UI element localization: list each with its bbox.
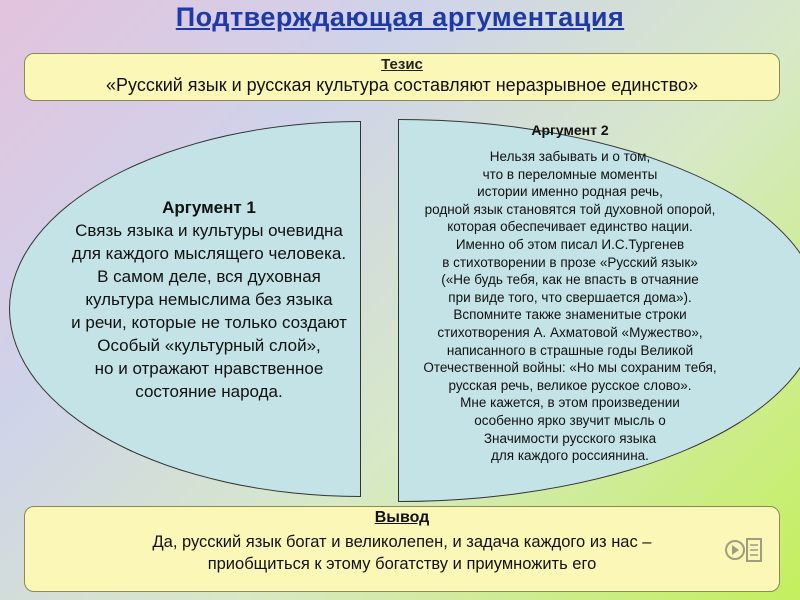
argument1-line: культура немыслима без языка (85, 290, 333, 309)
argument2-line: истории именно родная речь, (477, 184, 663, 200)
thesis-box (24, 53, 780, 101)
thesis-text: «Русский язык и русская культура составляют неразрывное единство» (106, 75, 698, 95)
argument2-line: Мне кажется, в этом произведении (460, 395, 680, 411)
argument2-line: стихотворения А. Ахматовой «Мужество», (437, 324, 703, 340)
conclusion-text (25, 531, 779, 575)
argument2-line: Именно об этом писал И.С.Тургенев (455, 236, 685, 252)
argument1-line: для каждого мыслящего человека. (71, 244, 347, 263)
argument2-line: для каждого россиянина. (491, 448, 649, 464)
argument1-line: но и отражают нравственное (94, 359, 324, 378)
argument2-line: Значимости русского языка (483, 430, 657, 446)
argument2-text (390, 148, 750, 465)
argument2-line: которая обеспечивает единство нации. (447, 219, 693, 235)
argument2-line: Вспомните также знаменитые строки (453, 307, 687, 323)
argument2-line: при виде того, что свершается дома»). (448, 289, 692, 305)
argument1-line: состояние народа. (135, 382, 283, 401)
argument1-line: В самом деле, вся духовная (97, 267, 321, 286)
argument2-line: («Не будь тебя, как не впасть в отчаяние (441, 272, 699, 288)
argument2-line: написанного в страшные годы Великой (446, 342, 694, 358)
argument2-heading: Аргумент 2 (531, 122, 609, 138)
argument1-line: Связь языка и культуры очевидна (75, 221, 343, 240)
argument2-line: родной язык становятся той духовной опорой, (424, 201, 716, 217)
argument2-line: особенно ярко звучит мысль о (474, 412, 666, 428)
argument1-line: и речи, которые не только создают (71, 313, 347, 332)
conclusion-box (24, 506, 780, 592)
thesis-heading: Тезис (381, 56, 423, 73)
argument1-line: Особый «культурный слой», (97, 336, 321, 355)
argument2-line: Отечественной войны: «Но мы сохраним тебя, (423, 360, 717, 376)
argument1-text (9, 196, 409, 403)
argument2-line: русская речь, великое русское слово». (448, 377, 692, 393)
argument1-heading: Аргумент 1 (162, 198, 256, 217)
conclusion-line: приобщиться к этому богатству и приумножить его (207, 555, 597, 573)
argument2-line: что в переломные моменты (482, 166, 658, 182)
page-title: Подтверждающая аргументация (175, 2, 625, 32)
argument2-line: в стихотворении в прозе «Русский язык» (442, 254, 698, 270)
argument2-line: Нельзя забывать и о том, (489, 149, 651, 164)
presentation-nav-icon[interactable] (724, 533, 764, 567)
conclusion-line: Да, русский язык богат и великолепен, и задача каждого из нас – (152, 533, 652, 551)
conclusion-heading: Вывод (374, 509, 430, 526)
